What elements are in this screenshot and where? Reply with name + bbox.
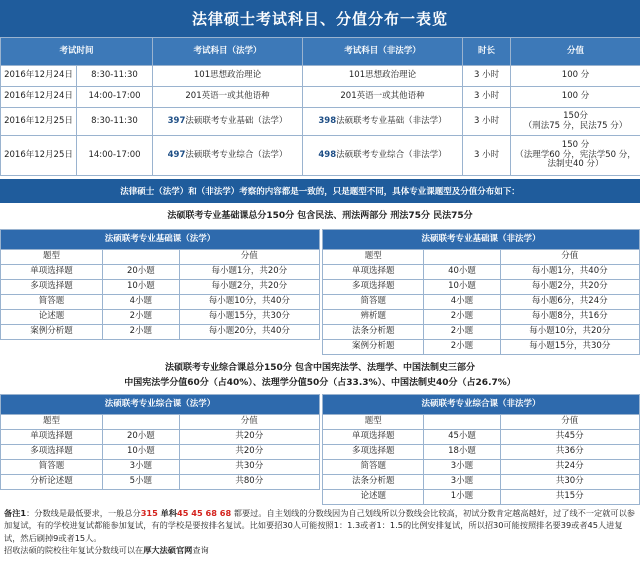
- exam-time: 8:30-11:30: [77, 108, 153, 136]
- nonlaw-subject: 498法硕联考专业综合（非法学）: [303, 136, 463, 176]
- header-time: 考试时间: [1, 38, 153, 66]
- col-count: [103, 415, 180, 430]
- footnote-text: 招收法硕的院校往年复试分数线可以在: [4, 544, 144, 555]
- question-count: 20小题: [103, 430, 180, 445]
- col-type: 题型: [1, 250, 103, 265]
- comp-course-section: [0, 394, 640, 505]
- question-type: 多项选择题: [1, 280, 103, 295]
- law-subject: 101思想政治理论: [153, 66, 303, 87]
- exam-duration: 3 小时: [463, 136, 511, 176]
- table-row: [1, 325, 320, 340]
- exam-schedule-table: [0, 37, 640, 176]
- table-row: [323, 280, 640, 295]
- footnote-text: ：分数线是最低要求，一般总分: [26, 508, 141, 518]
- question-type: 案例分析题: [323, 340, 424, 355]
- question-count: 2小题: [103, 325, 180, 340]
- question-type: 案例分析题: [1, 325, 103, 340]
- table-row: [1, 87, 640, 108]
- table-row: [323, 295, 640, 310]
- law-subject: 201英语一或其他语种: [153, 87, 303, 108]
- question-score: 每小题8分，共16分: [500, 310, 639, 325]
- nonlaw-subject: 201英语一或其他语种: [303, 87, 463, 108]
- col-count: [424, 415, 500, 430]
- question-count: 45小题: [424, 430, 500, 445]
- exam-date: 2016年12月25日: [1, 108, 77, 136]
- question-type: 单项选择题: [323, 265, 424, 280]
- question-score: 每小题15分，共30分: [500, 340, 639, 355]
- question-count: 3小题: [424, 475, 500, 490]
- question-score: 共45分: [500, 430, 639, 445]
- comp-law-panel: [0, 394, 320, 505]
- basic-course-summary: 法硕联考专业基础课总分150分 包含民法、刑法两部分 刑法75分 民法75分: [167, 211, 473, 221]
- question-type: 辨析题: [323, 310, 424, 325]
- question-count: 3小题: [103, 460, 180, 475]
- question-score: 共20分: [179, 445, 319, 460]
- question-count: 10小题: [103, 445, 180, 460]
- question-count: 5小题: [103, 475, 180, 490]
- question-score: 共15分: [500, 490, 639, 505]
- nonlaw-subject: 101思想政治理论: [303, 66, 463, 87]
- basic-nonlaw-table: [322, 229, 640, 355]
- table-row: [1, 280, 320, 295]
- question-count: 10小题: [103, 280, 180, 295]
- col-type: 题型: [323, 415, 424, 430]
- question-score: 共36分: [500, 445, 639, 460]
- question-type: 法条分析题: [323, 475, 424, 490]
- question-score: 每小题1分，共40分: [500, 265, 639, 280]
- question-count: 40小题: [424, 265, 500, 280]
- col-type: 题型: [1, 415, 103, 430]
- question-count: 20小题: [103, 265, 180, 280]
- table-row: [323, 460, 640, 475]
- table-row: [323, 325, 640, 340]
- question-type: 单项选择题: [1, 265, 103, 280]
- question-score: 每小题10分，共20分: [500, 325, 639, 340]
- question-count: 4小题: [424, 295, 500, 310]
- exam-duration: 3 小时: [463, 66, 511, 87]
- table-row: [323, 430, 640, 445]
- exam-date: 2016年12月24日: [1, 87, 77, 108]
- law-subject: 397法硕联考专业基础（法学）: [153, 108, 303, 136]
- question-type: 单项选择题: [323, 430, 424, 445]
- question-type: 论述题: [1, 310, 103, 325]
- question-score: 每小题15分，共30分: [179, 310, 319, 325]
- basic-law-head: 法硕联考专业基础课（法学）: [1, 230, 320, 250]
- law-subject: 497法硕联考专业综合（法学）: [153, 136, 303, 176]
- question-score: 共30分: [500, 475, 639, 490]
- question-count: 3小题: [424, 460, 500, 475]
- exam-table-header: [1, 38, 640, 66]
- question-score: 每小题20分，共40分: [179, 325, 319, 340]
- question-score: 每小题1分，共20分: [179, 265, 319, 280]
- col-score: 分值: [179, 250, 319, 265]
- question-count: 10小题: [424, 280, 500, 295]
- comp-course-summary: 法硕联考专业综合课总分150分 包含中国宪法学、法理学、中国法制史三部分: [165, 363, 475, 373]
- question-type: 多项选择题: [323, 445, 424, 460]
- exam-date: 2016年12月25日: [1, 136, 77, 176]
- question-count: 2小题: [424, 340, 500, 355]
- col-count: [103, 250, 180, 265]
- exam-score: 150 分 （法理学60 分，宪法学50 分， 法制史40 分）: [511, 136, 640, 176]
- exam-time: 14:00-17:00: [77, 136, 153, 176]
- single-scores: 45 45 68 68: [177, 508, 232, 518]
- exam-score: 150分 （刑法75 分，民法75 分）: [511, 108, 640, 136]
- question-type: 论述题: [323, 490, 424, 505]
- table-row: [1, 265, 320, 280]
- comp-course-breakdown: 中国宪法学分值60分（占40%）、法理学分值50分（占33.3%）、中国法制史40分（占26.7%）: [124, 378, 516, 388]
- col-score: 分值: [500, 250, 639, 265]
- table-row: [1, 460, 320, 475]
- question-count: 2小题: [424, 310, 500, 325]
- table-row: [1, 66, 640, 87]
- footnote-text: 都要过。自主划线的分数线因为自己划线所以分数线会比较高，初试分数肯定越高越好，过了线不一定就可以参加复试，有的学校进复试都能参加复试，有的学校是要按排名复试。比如要招30人可能按照1：1.3或者1：1.5的比例安排复试，所以招30可能按照排名要39或者45人进复试，然后刷掉9或者15人。: [4, 508, 635, 543]
- header-nonlaw: 考试科目（非法学）: [303, 38, 463, 66]
- page-title: 法律硕士考试科目、分值分布一表览: [0, 0, 640, 37]
- exam-date: 2016年12月24日: [1, 66, 77, 87]
- question-type: 简答题: [1, 295, 103, 310]
- question-type: 单项选择题: [1, 430, 103, 445]
- question-count: 2小题: [103, 310, 180, 325]
- basic-nonlaw-panel: [320, 229, 640, 355]
- basic-law-table: [0, 229, 320, 340]
- question-score: 每小题6分，共24分: [500, 295, 639, 310]
- question-score: 共80分: [179, 475, 319, 490]
- table-row: [323, 475, 640, 490]
- content-note-banner: 法律硕士（法学）和（非法学）考察的内容都是一致的，只是题型不同，具体专业课题型及分值分布如下：: [0, 179, 640, 203]
- exam-score: 100 分: [511, 66, 640, 87]
- question-type: 简答题: [323, 460, 424, 475]
- header-law: 考试科目（法学）: [153, 38, 303, 66]
- table-row: [1, 310, 320, 325]
- table-row: [1, 430, 320, 445]
- header-score: 分值: [511, 38, 640, 66]
- header-duration: 时长: [463, 38, 511, 66]
- table-row: [1, 475, 320, 490]
- question-score: 共20分: [179, 430, 319, 445]
- question-score: 每小题10分，共40分: [179, 295, 319, 310]
- table-row: [323, 310, 640, 325]
- question-type: 分析论述题: [1, 475, 103, 490]
- exam-score: 100 分: [511, 87, 640, 108]
- footnote-text: 单科: [157, 508, 178, 518]
- nonlaw-subject: 398法硕联考专业基础（非法学）: [303, 108, 463, 136]
- col-score: 分值: [500, 415, 639, 430]
- question-type: 简答题: [323, 295, 424, 310]
- footnote-label: 备注1: [4, 508, 27, 518]
- col-count: [424, 250, 500, 265]
- table-row: [323, 265, 640, 280]
- table-row: [1, 445, 320, 460]
- table-row: [1, 295, 320, 310]
- col-score: 分值: [179, 415, 319, 430]
- basic-nonlaw-head: 法硕联考专业基础课（非法学）: [323, 230, 640, 250]
- question-count: 18小题: [424, 445, 500, 460]
- table-row: [323, 445, 640, 460]
- official-site-link[interactable]: 厚大法硕官网: [143, 544, 193, 555]
- comp-nonlaw-head: 法硕联考专业综合课（非法学）: [323, 395, 640, 415]
- question-type: 多项选择题: [323, 280, 424, 295]
- total-score: 315: [140, 508, 158, 518]
- question-score: 每小题2分，共20分: [179, 280, 319, 295]
- question-score: 共24分: [500, 460, 639, 475]
- question-score: 共30分: [179, 460, 319, 475]
- table-row: [323, 340, 640, 355]
- question-count: 1小题: [424, 490, 500, 505]
- footnote-text: 查询: [192, 544, 209, 555]
- question-count: 4小题: [103, 295, 180, 310]
- comp-law-table: [0, 394, 320, 490]
- exam-time: 8:30-11:30: [77, 66, 153, 87]
- col-type: 题型: [323, 250, 424, 265]
- basic-course-section: [0, 229, 640, 355]
- table-row: [1, 136, 640, 176]
- question-score: 每小题2分，共20分: [500, 280, 639, 295]
- basic-law-panel: [0, 229, 320, 355]
- comp-law-head: 法硕联考专业综合课（法学）: [1, 395, 320, 415]
- exam-time: 14:00-17:00: [77, 87, 153, 108]
- table-row: [323, 490, 640, 505]
- question-count: 2小题: [424, 325, 500, 340]
- exam-duration: 3 小时: [463, 87, 511, 108]
- comp-nonlaw-table: [322, 394, 640, 505]
- comp-nonlaw-panel: [320, 394, 640, 505]
- question-type: 法条分析题: [323, 325, 424, 340]
- question-type: 多项选择题: [1, 445, 103, 460]
- footnote: [0, 505, 640, 558]
- exam-duration: 3 小时: [463, 108, 511, 136]
- question-type: 简答题: [1, 460, 103, 475]
- table-row: [1, 108, 640, 136]
